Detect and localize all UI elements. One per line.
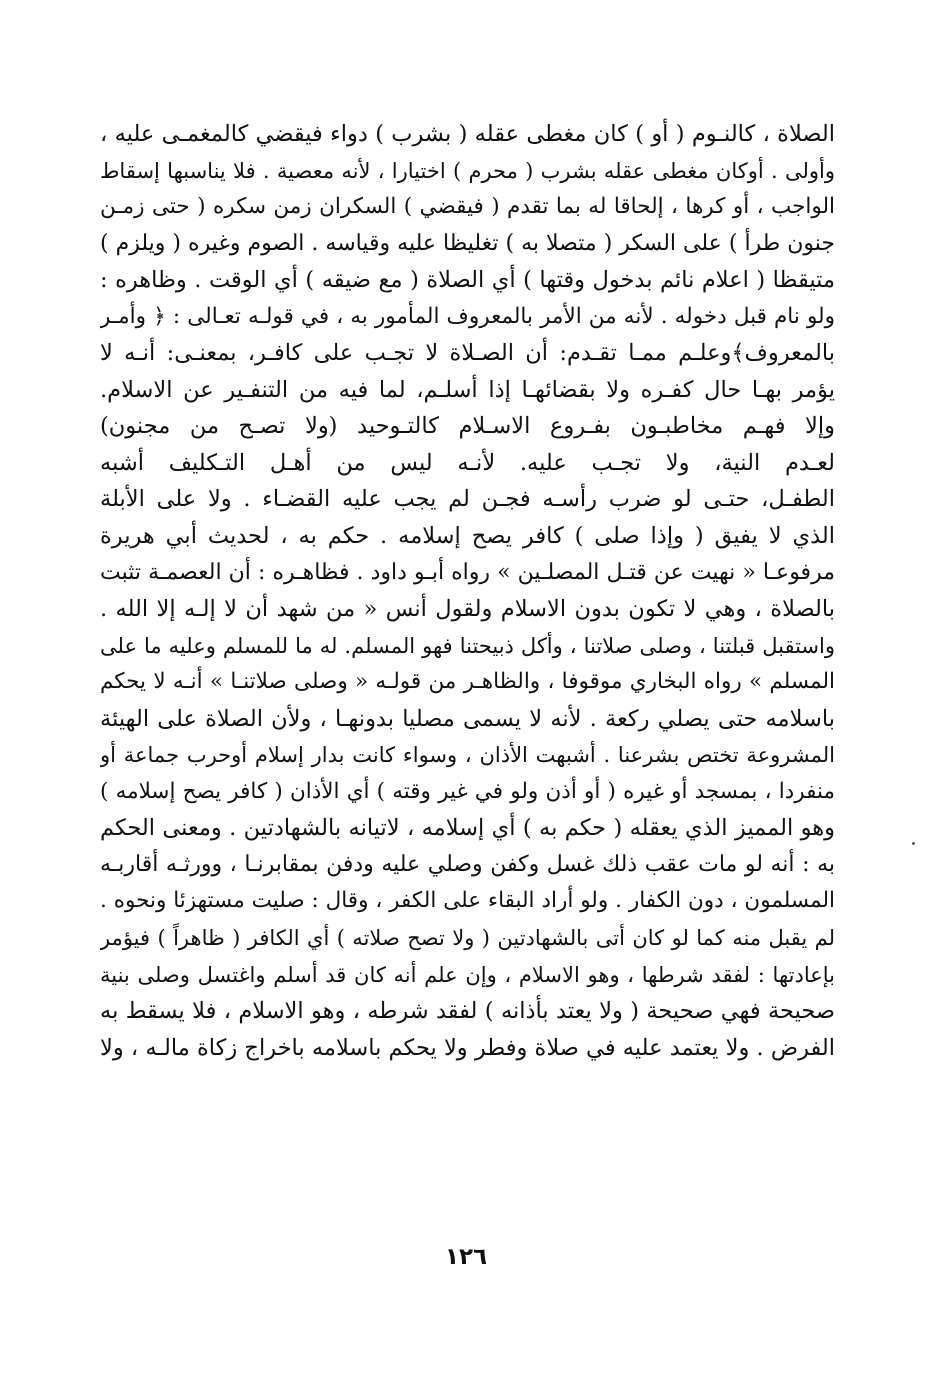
- text-line: به : أنه لو مات عقب ذلك غسل وكفن وصلي عليه ودفن بمقابرنـا ، وورثـه أقاربـه: [100, 851, 835, 877]
- text-line: منفردا ، بمسجد أو غيره ( أو أذن ولو في غير وقته ) أي الأذان ( كافر يصح إسلامه ): [100, 778, 835, 804]
- text-line: الصلاة ، كالنـوم ( أو ) كان مغطى عقله ( بشرب ) دواء فيقضي كالمغمـى عليه ،: [100, 121, 835, 147]
- text-line: المسلمون ، دون الكفار . ولو أراد البقاء على الكفر ، وقال : صليت مستهزئا ونحوه .: [100, 888, 835, 914]
- text-line: لعـدم النية، ولا تجـب عليه. لأنـه ليس من أهـل التـكليف أشبه: [100, 449, 835, 476]
- text-line: بالصلاة ، وهي لا تكون بدون الاسلام ولقول أنس « من شهد أن لا إلـه إلا الله .: [100, 596, 835, 623]
- text-line: المشروعة تختص بشرعنا . أشبهت الأذان ، وسواء كانت بدار إسلام أوحرب جماعة أو: [100, 743, 835, 768]
- text-line: متيقظا ( اعلام نائم بدخول وقتها ) أي الصلاة ( مع ضيقه ) أي الوقت . وظاهره :: [100, 267, 835, 294]
- text-line: يؤمر بهـا حال كفـره ولا بقضائهـا إذا أسلـم، لما فيه من التنفـير عن الاسلام.: [100, 376, 835, 403]
- text-line: بإعادتها : لفقد شرطها ، وهو الاسلام ، وإن علم أنه كان قد أسلم واغتسل وصلى بنية: [100, 962, 835, 987]
- text-line: وأولى . أوكان مغطى عقله بشرب ( محرم ) اختيارا ، لأنه معصية . فلا يناسبها إسقاط: [100, 158, 835, 183]
- text-line: جنون طرأ ) على السكر ( متصلا به ) تغليظا عليه وقياسه . الصوم وغيره ( ويلزم ): [100, 230, 835, 256]
- main-text-block: [100, 116, 835, 1066]
- margin-speck: [912, 842, 915, 845]
- text-line: الطفـل، حتـى لو ضرب رأسـه فجـن لم يجب عليه القضـاء . ولا على الأبلة: [100, 486, 835, 513]
- text-line: واستقبل قبلتنا ، وصلى صلاتنا ، وأكل ذبيحتنا فهو المسلم. له ما للمسلم وعليه ما على: [100, 633, 835, 658]
- text-line: مرفوعـا « نهيت عن قتـل المصلـين » رواه أبـو داود . فظاهـره : أن العصمـة تثبت: [100, 559, 835, 585]
- text-line: بالمعروف﴾وعلـم ممـا تقـدم: أن الصـلاة لا تجـب على كافـر، بمعنـى: أنـه لا: [100, 340, 835, 367]
- page-number: ١٢٦: [444, 1244, 488, 1270]
- text-line: الفرض . ولا يعتمد عليه في صلاة وفطر ولا يحكم باسلامه باخراج زكاة مالـه ، ولا: [100, 1034, 835, 1061]
- text-line: الذي لا يفيق ( وإذا صلى ) كافر يصح إسلامه . حكم به ، لحديث أبي هريرة: [100, 523, 835, 550]
- text-line: وهو المميز الذي يعقله ( حكم به ) أي إسلامه ، لاتيانه بالشهادتين . ومعنى الحكم: [100, 815, 835, 842]
- text-line: الواجب ، أو كرها ، إلحاقا له بما تقدم ( فيقضي ) السكران زمن سكره ( حتى زمـن: [100, 194, 835, 220]
- text-line: وإلا فهـم مخاطبـون بفـروع الاسـلام كالتـوحيد (ولا تصـح من مجنون): [100, 413, 835, 440]
- text-line: ولو نام قبل دخوله . لأنه من الأمر بالمعروف المأمور به ، في قولـه تعـالى : ﴿ وأمـر: [100, 303, 835, 329]
- text-line: لم يقبل منه كما لو كان أتى بالشهادتين ( ولا تصح صلاته ) أي الكافر ( ظاهراً ) فيؤمر: [100, 926, 835, 951]
- text-line: المسلم » رواه البخاري موقوفا ، والظاهـر من قولـه « وصلى صلاتنـا » أنـه لا يحكم: [100, 669, 835, 695]
- text-line: صحيحة فهي صحيحة ( ولا يعتد بأذانه ) لفقد شرطه ، وهو الاسلام ، فلا يسقط به: [100, 998, 835, 1025]
- text-line: باسلامه حتى يصلي ركعة . لأنه لا يسمى مصليا بدونهـا ، ولأن الصلاة على الهيئة: [100, 705, 835, 732]
